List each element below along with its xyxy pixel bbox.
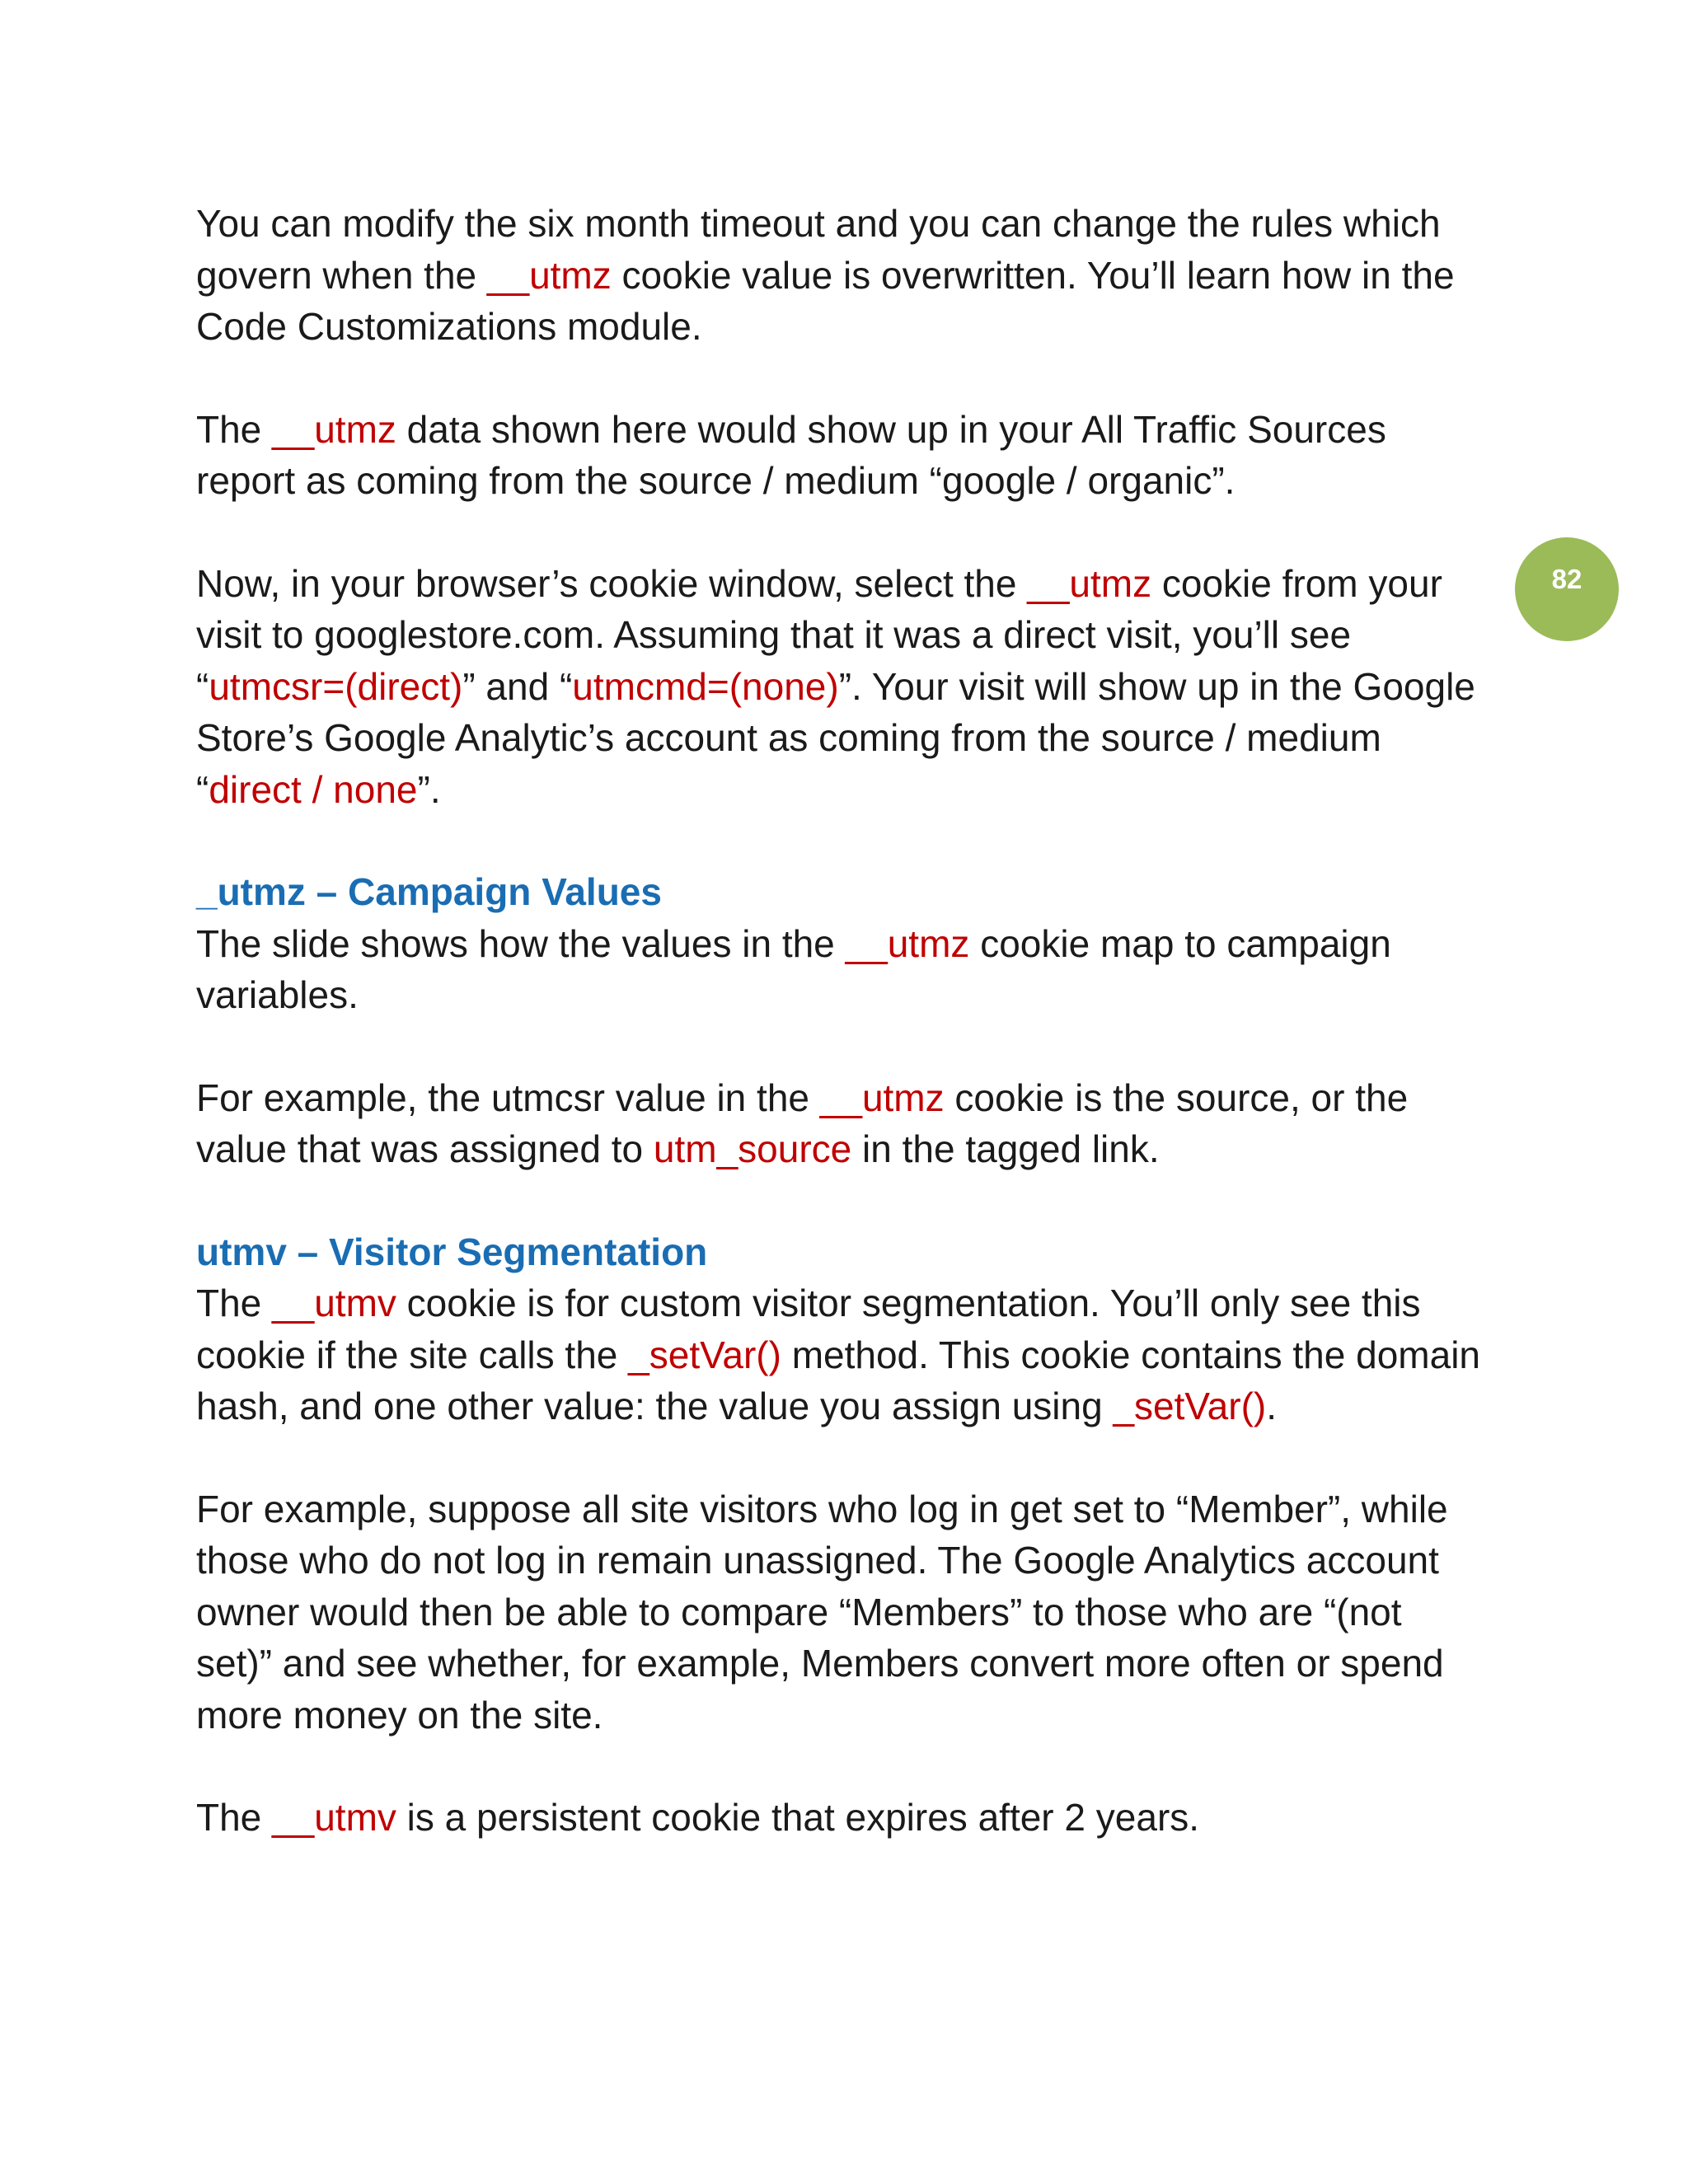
- method-name: _setVar(): [628, 1333, 781, 1376]
- text: You can modify the six month timeout and you can change the rules which govern when the: [196, 202, 1441, 297]
- text: The: [196, 1282, 273, 1324]
- text: For example, the utmcsr value in the: [196, 1076, 820, 1119]
- text: in the tagged link.: [851, 1127, 1160, 1170]
- cookie-name: __utmz: [819, 1076, 945, 1119]
- cookie-name: __utmv: [272, 1796, 396, 1839]
- text: cookie map to campaign variables.: [196, 921, 1391, 1016]
- text: The: [196, 1796, 273, 1839]
- text: method. This cookie contains the domain hash, and one other value: the value you assign using: [196, 1333, 1481, 1427]
- paragraph-timeout: [196, 198, 1482, 353]
- cookie-name: __utmv: [272, 1282, 396, 1324]
- text: ” and “: [462, 664, 573, 708]
- paragraph-utmv-expiry: [196, 1792, 1482, 1844]
- parameter-name: utm_source: [653, 1127, 852, 1170]
- text: cookie value is overwritten. You’ll learn how in the Code Customizations module.: [196, 253, 1455, 348]
- method-name: _setVar(): [1113, 1385, 1267, 1427]
- paragraph-campaign-map: [196, 918, 1482, 1021]
- cookie-name: __utmz: [272, 407, 396, 451]
- text: Now, in your browser’s cookie window, select the: [196, 561, 1028, 605]
- text: The: [196, 407, 273, 451]
- document-body: [196, 198, 1482, 1844]
- cookie-value: utmcsr=(direct): [209, 664, 463, 708]
- text: ”.: [417, 767, 441, 811]
- text: data shown here would show up in your All Traffic Sources report as coming from the source / medium “google / organic”.: [196, 407, 1386, 502]
- page-number-badge: [1515, 537, 1619, 641]
- cookie-name: __utmz: [845, 921, 970, 965]
- text: The slide shows how the values in the: [196, 921, 846, 965]
- text: .: [1266, 1385, 1277, 1427]
- paragraph-utmv-cookie: [196, 1277, 1482, 1432]
- cookie-name: __utmz: [1027, 561, 1152, 605]
- text: cookie from your visit to googlestore.com. Assuming that it was a direct visit, you’ll see “: [196, 561, 1442, 708]
- text: cookie is the source, or the value that was assigned to: [196, 1076, 1409, 1170]
- cookie-value: utmcmd=(none): [572, 664, 839, 708]
- text: is a persistent cookie that expires after 2 years.: [396, 1796, 1200, 1839]
- section-heading-campaign-values: _utmz – Campaign Values: [196, 870, 662, 913]
- text: ”. Your visit will show up in the Google Store’s Google Analytic’s account as coming from the source / medium “: [196, 664, 1475, 811]
- page-number: 82: [1551, 564, 1582, 594]
- paragraph-cookie-window: [196, 558, 1482, 816]
- source-medium-value: direct / none: [209, 767, 418, 811]
- cookie-name: __utmz: [486, 253, 612, 297]
- section-heading-visitor-segmentation: utmv – Visitor Segmentation: [196, 1230, 708, 1273]
- paragraph-utmcsr-example: [196, 1072, 1482, 1175]
- text: cookie is for custom visitor segmentation. You’ll only see this cookie if the site calls the: [196, 1282, 1421, 1376]
- paragraph-member-example: For example, suppose all site visitors who log in get set to “Member”, while those who do not log in remain unassigned. The Google Analytics account owner would then be able to compare “Members” to those who are “(not set)” and see whether, for example, Members convert more often or spend more money on the site.: [196, 1487, 1448, 1736]
- paragraph-utmz-data: [196, 404, 1482, 507]
